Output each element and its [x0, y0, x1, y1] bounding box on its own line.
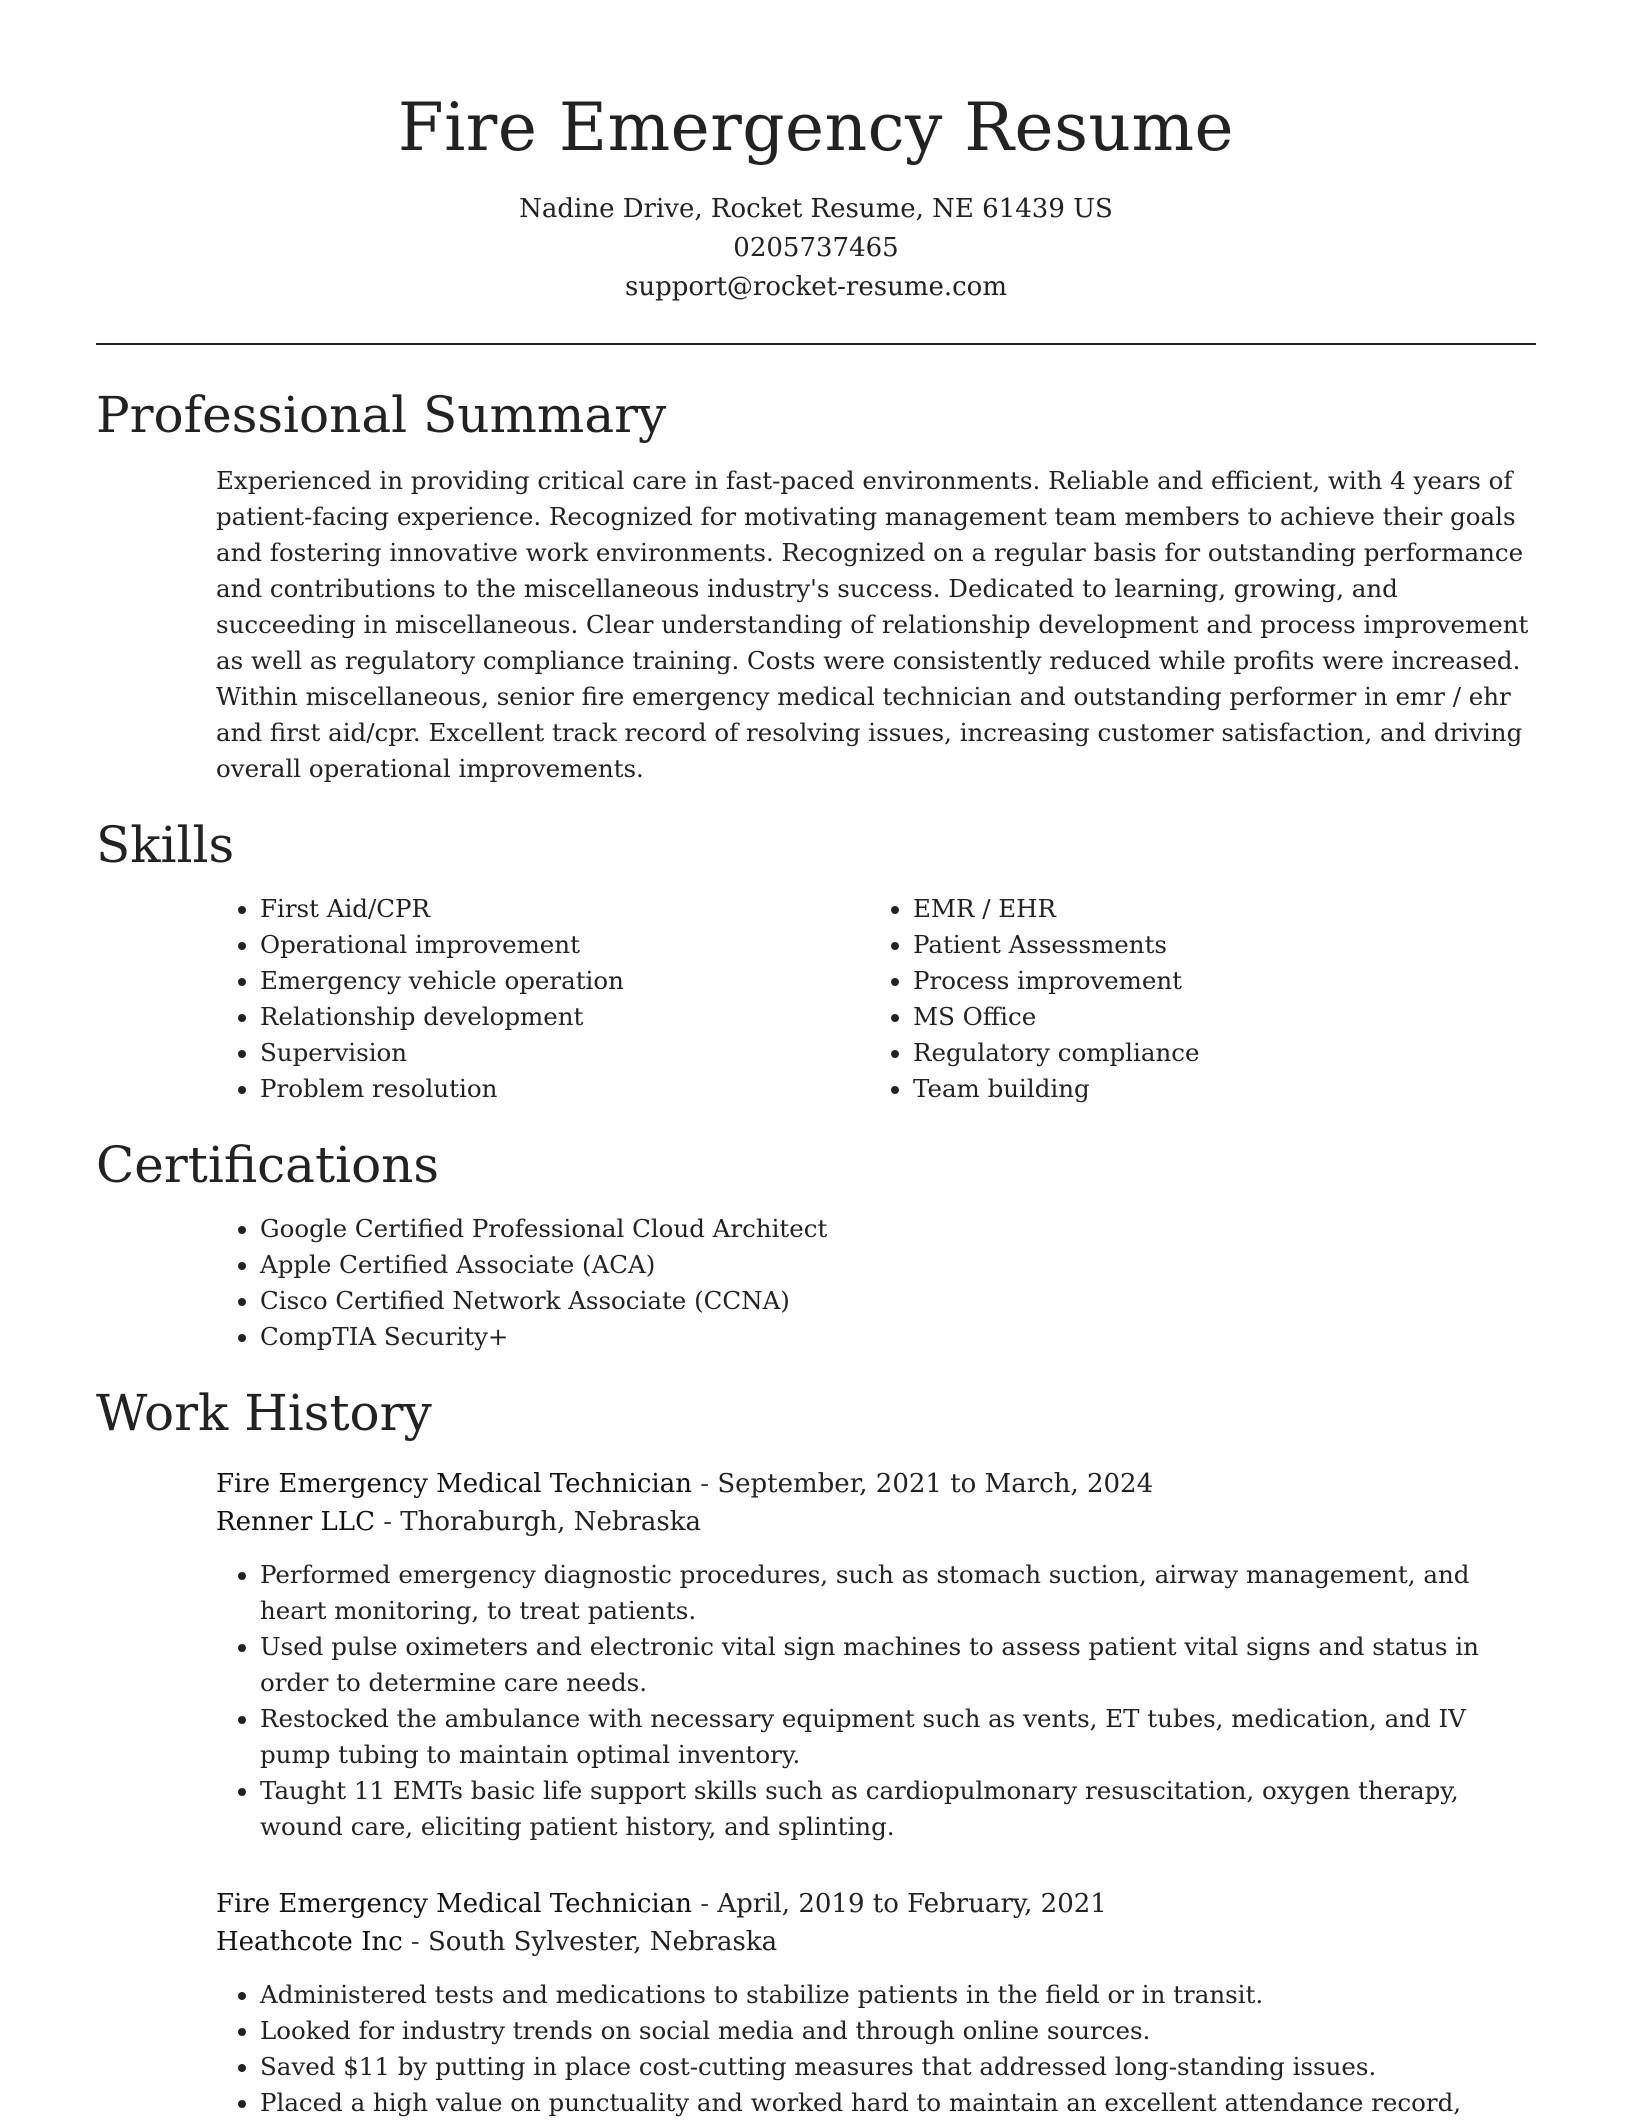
job-duty: • Used pulse oximeters and electronic vital sign machines to assess patient vital signs and status in order to determine care needs.: [260, 1629, 1536, 1701]
job-entry: [96, 1885, 1536, 2121]
contact-block: [96, 190, 1536, 307]
job-entry: [96, 1465, 1536, 1845]
certification-item: • CompTIA Security+: [260, 1319, 1536, 1355]
job-duty: • Looked for industry trends on social media and through online sources.: [260, 2013, 1536, 2049]
job-duty: • Taught 11 EMTs basic life support skills such as cardiopulmonary resuscitation, oxygen therapy, wound care, eliciting patient history, and splinting.: [260, 1773, 1536, 1845]
job-title-line: Fire Emergency Medical Technician - April, 2019 to February, 2021: [216, 1889, 1107, 1919]
skill-item: • Process improvement: [913, 963, 1536, 999]
job-duty: • Performed emergency diagnostic procedures, such as stomach suction, airway management, and heart monitoring, to treat patients.: [260, 1557, 1536, 1629]
header-divider: [96, 343, 1536, 345]
skill-item: • MS Office: [913, 999, 1536, 1035]
skills-left-list: [96, 891, 883, 1107]
skill-item: • Relationship development: [260, 999, 883, 1035]
certifications-section: [96, 1133, 1536, 1355]
skills-heading: Skills: [96, 816, 235, 874]
skills-grid: [96, 877, 1536, 1107]
skill-item: • Supervision: [260, 1035, 883, 1071]
job-duty: • Placed a high value on punctuality and worked hard to maintain an excellent attendance record,: [260, 2085, 1536, 2121]
certification-item: • Google Certified Professional Cloud Architect: [260, 1211, 1536, 1247]
resume-title: Fire Emergency Resume: [397, 89, 1235, 166]
skill-item: • First Aid/CPR: [260, 891, 883, 927]
job-title-line: Fire Emergency Medical Technician - September, 2021 to March, 2024: [216, 1469, 1154, 1499]
certifications-list: [96, 1211, 1536, 1355]
job-dates: April, 2019 to February, 2021: [717, 1889, 1107, 1919]
skill-item: • Emergency vehicle operation: [260, 963, 883, 999]
skill-item: • Problem resolution: [260, 1071, 883, 1107]
job-role: Fire Emergency Medical Technician: [216, 1469, 692, 1499]
skill-item: • Operational improvement: [260, 927, 883, 963]
work-history-section: [96, 1381, 1536, 2121]
certifications-heading: Certifications: [96, 1136, 440, 1194]
skills-section: [96, 813, 1536, 1107]
resume-header: [96, 0, 1536, 307]
job-company-line: Renner LLC - Thoraburgh, Nebraska: [216, 1507, 702, 1537]
work-history-heading: Work History: [96, 1384, 432, 1442]
skill-item: • Regulatory compliance: [913, 1035, 1536, 1071]
skill-item: • EMR / EHR: [913, 891, 1536, 927]
certification-item: • Cisco Certified Network Associate (CCNA): [260, 1283, 1536, 1319]
skill-item: • Patient Assessments: [913, 927, 1536, 963]
contact-email: support@rocket-resume.com: [624, 272, 1007, 302]
job-role: Fire Emergency Medical Technician: [216, 1889, 692, 1919]
job-company: Heathcote Inc: [216, 1927, 403, 1957]
job-company-line: Heathcote Inc - South Sylvester, Nebraska: [216, 1927, 778, 1957]
job-duty: • Restocked the ambulance with necessary equipment such as vents, ET tubes, medication, and IV pump tubing to maintain optimal inventory.: [260, 1701, 1536, 1773]
resume-page: [96, 0, 1536, 2121]
job-duty: • Saved $11 by putting in place cost-cutting measures that addressed long-standing issues.: [260, 2049, 1536, 2085]
contact-address: Nadine Drive, Rocket Resume, NE 61439 US: [519, 194, 1113, 224]
contact-phone: 0205737465: [733, 233, 899, 263]
certification-item: • Apple Certified Associate (ACA): [260, 1247, 1536, 1283]
job-company: Renner LLC: [216, 1507, 375, 1537]
job-duty: • Administered tests and medications to stabilize patients in the field or in transit.: [260, 1977, 1536, 2013]
job-dates: September, 2021 to March, 2024: [717, 1469, 1154, 1499]
job-location: South Sylvester, Nebraska: [427, 1927, 778, 1957]
skill-item: • Team building: [913, 1071, 1536, 1107]
summary-text: Experienced in providing critical care in fast-paced environments. Reliable and efficient, with 4 years of patient-facing experience. Recognized for motivating management team members to achieve their goals and fostering innovative work environments. Recognized on a regular basis for outstanding performance and contributions to the miscellaneous industry's success. Dedicated to learning, growing, and succeeding in miscellaneous. Clear understanding of relationship development and process improvement as well as regulatory compliance training. Costs were consistently reduced while profits were increased. Within miscellaneous, senior fire emergency medical technician and outstanding performer in emr / ehr and first aid/cpr. Excellent track record of resolving issues, increasing customer satisfaction, and driving overall operational improvements.: [216, 466, 1529, 783]
summary-section: [96, 383, 1536, 787]
job-location: Thoraburgh, Nebraska: [400, 1507, 702, 1537]
job-duties-list: [96, 1557, 1536, 1845]
skills-right-list: [883, 891, 1536, 1107]
summary-heading: Professional Summary: [96, 386, 667, 444]
job-duties-list: [96, 1977, 1536, 2121]
